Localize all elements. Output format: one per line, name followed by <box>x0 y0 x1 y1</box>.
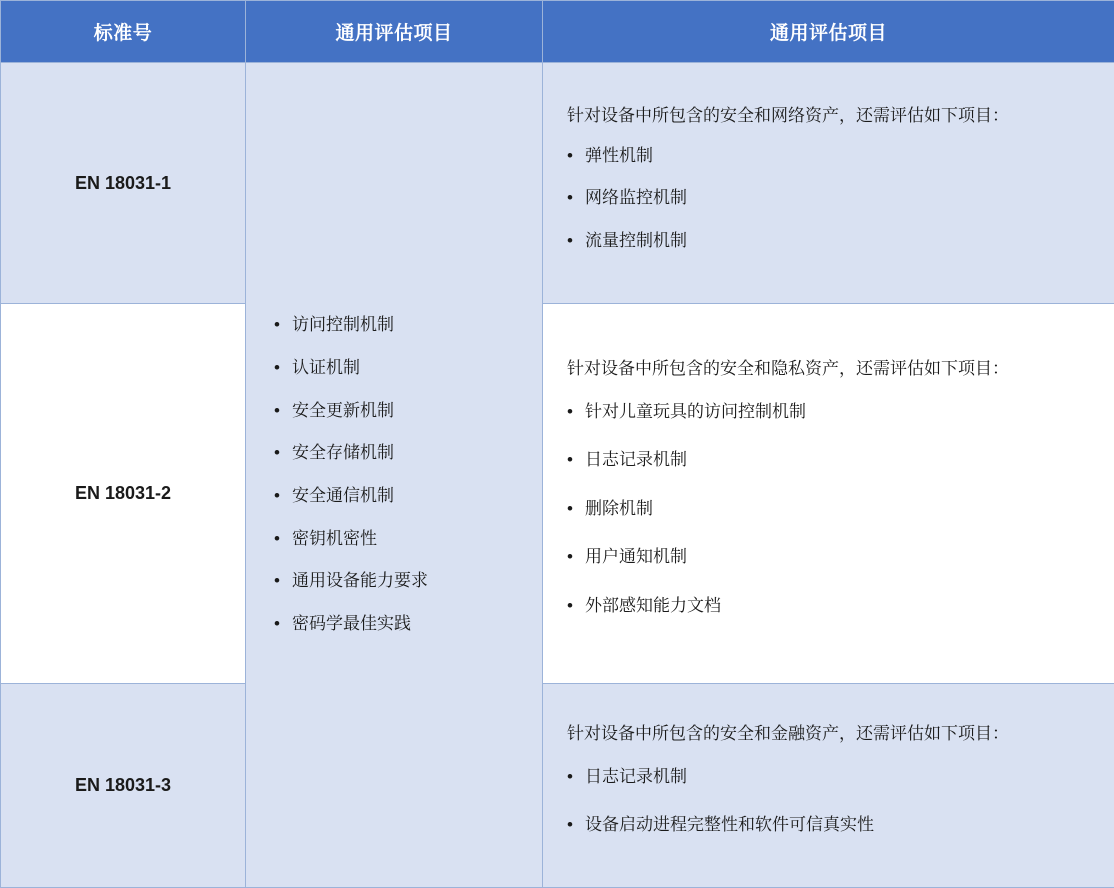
standard-id-en-18031-3: EN 18031-3 <box>1 683 246 887</box>
common-items-list <box>272 304 520 645</box>
list-item: • 安全更新机制 <box>272 390 520 433</box>
list-item: • 针对儿童玩具的访问控制机制 <box>565 388 1096 437</box>
list-item: • 弹性机制 <box>565 135 1096 178</box>
additional-items-intro: 针对设备中所包含的安全和金融资产，还需评估如下项目： <box>567 724 1009 743</box>
list-item: • 外部感知能力文档 <box>565 582 1096 631</box>
standard-id-en-18031-2: EN 18031-2 <box>1 304 246 684</box>
list-item: • 删除机制 <box>565 485 1096 534</box>
list-item: • 安全通信机制 <box>272 475 520 518</box>
additional-items-intro: 针对设备中所包含的安全和隐私资产，还需评估如下项目： <box>567 359 1009 379</box>
common-items-cell <box>246 63 543 888</box>
header-additional-items: 通用评估项目 <box>543 1 1114 63</box>
list-item: • 网络监控机制 <box>565 177 1096 220</box>
additional-items-cell-network <box>543 63 1114 304</box>
list-item: • 设备启动进程完整性和软件可信真实性 <box>565 801 1096 850</box>
list-item: • 密码学最佳实践 <box>272 603 520 646</box>
list-item: • 密钥机密性 <box>272 518 520 561</box>
list-item: • 流量控制机制 <box>565 220 1096 263</box>
list-item: • 访问控制机制 <box>272 304 520 347</box>
list-item: • 日志记录机制 <box>565 436 1096 485</box>
table-header <box>1 1 1114 63</box>
table-row <box>1 63 1114 304</box>
header-common-items: 通用评估项目 <box>246 1 543 63</box>
list-item: • 认证机制 <box>272 347 520 390</box>
additional-items-cell-financial <box>543 683 1114 887</box>
list-item: • 安全存储机制 <box>272 432 520 475</box>
additional-items-intro: 针对设备中所包含的安全和网络资产，还需评估如下项目： <box>567 106 1009 126</box>
list-item: • 用户通知机制 <box>565 533 1096 582</box>
table-row <box>1 683 1114 887</box>
additional-items-list <box>565 753 1096 850</box>
additional-items-cell-privacy <box>543 304 1114 684</box>
standard-id-en-18031-1: EN 18031-1 <box>1 63 246 304</box>
header-row <box>1 1 1114 63</box>
list-item: • 日志记录机制 <box>565 753 1096 802</box>
header-standard-number: 标准号 <box>1 1 246 63</box>
table-row <box>1 304 1114 684</box>
list-item: • 通用设备能力要求 <box>272 560 520 603</box>
table-body <box>1 63 1114 888</box>
additional-items-list <box>565 388 1096 631</box>
additional-items-list <box>565 135 1096 263</box>
